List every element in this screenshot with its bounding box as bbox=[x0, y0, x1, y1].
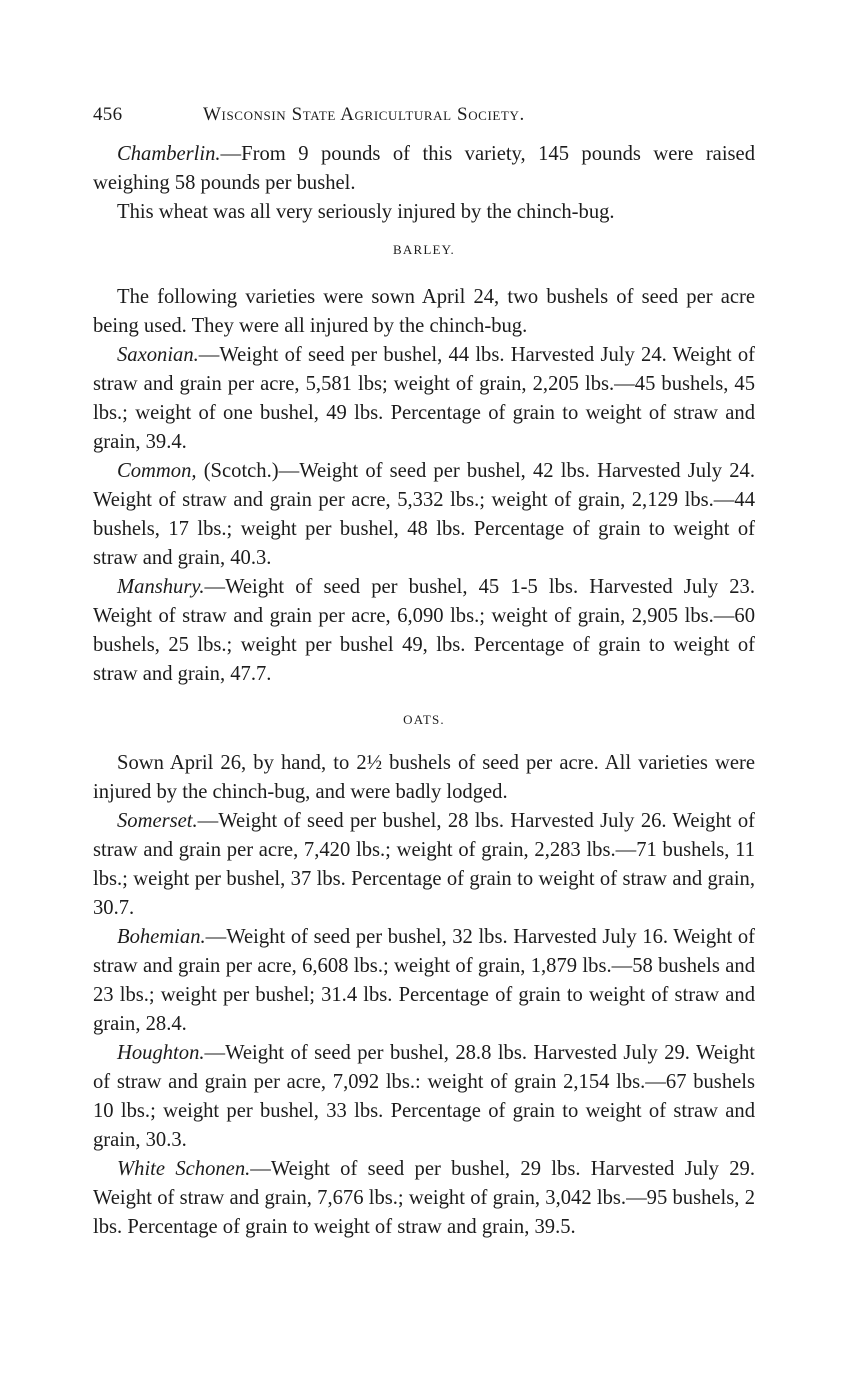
section-heading-barley: BARLEY. bbox=[393, 242, 455, 257]
paragraph-bohemian bbox=[93, 923, 755, 1039]
variety-name-somerset: Somerset. bbox=[117, 810, 198, 832]
paragraph-common-text: (Scotch.)—Weight of seed per bushel, 42 lbs. Harvested July 24. Weight of straw and grain per acre, 5,332 lbs.; weight of grain, 2,129 lbs.—44 bushels, 17 lbs.; weight per bushel, 48 lbs. Percentage of grain to weight of straw and grain, 40.3. bbox=[93, 460, 755, 569]
section-heading-oats: OATS. bbox=[403, 712, 445, 727]
paragraph-white-schonen-text: —Weight of seed per bushel, 29 lbs. Harvested July 29. Weight of straw and grain, 7,676 lbs.; weight of grain, 3,042 lbs.—95 bushels, 2 lbs. Percentage of grain to weight of straw and grain, 39.5. bbox=[93, 1158, 755, 1238]
paragraph-chamberlin bbox=[93, 140, 755, 198]
variety-name-chamberlin: Chamberlin. bbox=[117, 143, 221, 165]
running-title: Wisconsin State Agricultural Society. bbox=[203, 104, 525, 125]
paragraph-barley-intro: The following varieties were sown April 24, two bushels of seed per acre being used. They were all injured by the chinch-bug. bbox=[93, 286, 755, 337]
paragraph-somerset-text: —Weight of seed per bushel, 28 lbs. Harvested July 26. Weight of straw and grain per acre, 7,420 lbs.; weight of grain, 2,283 lbs.—71 bushels, 11 lbs.; weight per bushel, 37 lbs. Percentage of grain to weight of straw and grain, 30.7. bbox=[93, 810, 755, 919]
paragraph-bohemian-text: —Weight of seed per bushel, 32 lbs. Harvested July 16. Weight of straw and grain per acre, 6,608 lbs.; weight of grain, 1,879 lbs.—58 bushels and 23 lbs.; weight per bushel; 31.4 lbs. Percentage of grain to weight of straw and grain, 28.4. bbox=[93, 926, 755, 1035]
paragraph-white-schonen bbox=[93, 1155, 755, 1242]
paragraph-manshury-text: —Weight of seed per bushel, 45 1-5 lbs. Harvested July 23. Weight of straw and grain per acre, 6,090 lbs.; weight of grain, 2,905 lbs.—60 bushels, 25 lbs.; weight per bushel 49, lbs. Percentage of grain to weight of straw and grain, 47.7. bbox=[93, 576, 755, 685]
paragraph-wheat-note: This wheat was all very seriously injured by the chinch-bug. bbox=[117, 201, 615, 223]
running-header bbox=[93, 104, 755, 126]
paragraph-houghton-text: —Weight of seed per bushel, 28.8 lbs. Harvested July 29. Weight of straw and grain per acre, 7,092 lbs.: weight of grain 2,154 lbs.—67 bushels 10 lbs.; weight per bushel, 33 lbs. Percentage of grain to weight of straw and grain, 30.3. bbox=[93, 1042, 755, 1151]
variety-name-manshury: Manshury. bbox=[117, 576, 205, 598]
variety-name-white-schonen: White Schonen. bbox=[117, 1158, 251, 1180]
paragraph-chamberlin-text: —From 9 pounds of this variety, 145 pounds were raised weighing 58 pounds per bushel. bbox=[93, 143, 755, 194]
variety-name-houghton: Houghton. bbox=[117, 1042, 205, 1064]
paragraph-oats-intro: Sown April 26, by hand, to 2½ bushels of seed per acre. All varieties were injured by the chinch-bug, and were badly lodged. bbox=[93, 752, 755, 803]
paragraph-saxonian-text: —Weight of seed per bushel, 44 lbs. Harvested July 24. Weight of straw and grain per acre, 5,581 lbs; weight of grain, 2,205 lbs.—45 bushels, 45 lbs.; weight of one bushel, 49 lbs. Percentage of grain to weight of straw and grain, 39.4. bbox=[93, 344, 755, 453]
variety-name-bohemian: Bohemian. bbox=[117, 926, 206, 948]
page-number: 456 bbox=[93, 104, 123, 125]
document-page bbox=[93, 104, 755, 1242]
variety-name-saxonian: Saxonian. bbox=[117, 344, 199, 366]
paragraph-manshury bbox=[93, 573, 755, 689]
paragraph-somerset bbox=[93, 807, 755, 923]
paragraph-saxonian bbox=[93, 341, 755, 457]
variety-name-common: Common, bbox=[117, 460, 197, 482]
paragraph-houghton bbox=[93, 1039, 755, 1155]
paragraph-common bbox=[93, 457, 755, 573]
